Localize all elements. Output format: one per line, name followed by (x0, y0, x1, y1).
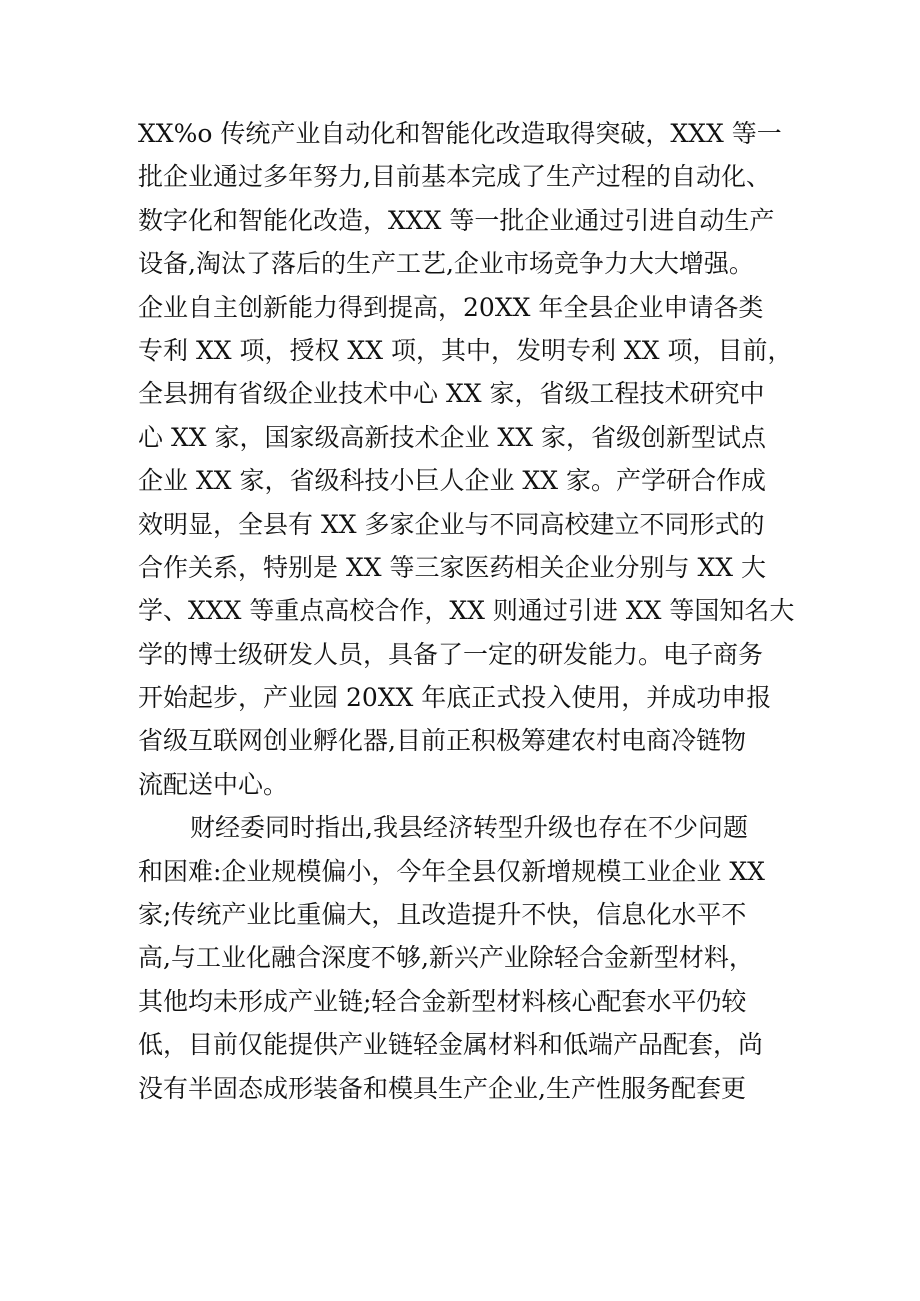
text-line: 全县拥有省级企业技术中心 XX 家，省级工程技术研究中 (138, 379, 765, 409)
text-line: 省级互联网创业孵化器,目前正积极筹建农村电商冷链物 (138, 726, 746, 756)
text-line: 财经委同时指出,我县经济转型升级也存在不少问题 (190, 813, 748, 843)
text-line: 数字化和智能化改造，XXX 等一批企业通过引进自动生产 (138, 205, 775, 235)
body-text (138, 112, 798, 1110)
text-line: 高,与工业化融合深度不够,新兴产业除轻合金新型材料， (138, 943, 754, 973)
text-line: 专利 XX 项，授权 XX 项，其中，发明专利 XX 项，目前， (138, 335, 793, 365)
text-line: 和困难:企业规模偏小，今年全县仅新增规模工业企业 XX (138, 856, 765, 886)
text-line: 学的博士级研发人员，具备了一定的研发能力。电子商务 (138, 639, 764, 669)
text-line: 心 XX 家，国家级高新技术企业 XX 家，省级创新型试点 (138, 422, 766, 452)
text-line: 家;传统产业比重偏大，且改造提升不快，信息化水平不 (138, 900, 747, 930)
paragraph (138, 806, 798, 1110)
text-line: XX%o 传统产业自动化和智能化改造取得突破，XXX 等一 (138, 119, 782, 148)
text-line: 开始起步，产业园 20XX 年底正式投入使用，并成功申报 (138, 683, 772, 713)
text-line: 学、XXX 等重点高校合作，XX 则通过引进 XX 等国知名大 (138, 596, 795, 626)
text-line: 流配送中心。 (138, 769, 289, 799)
text-line: 其他均未形成产业链;轻合金新型材料核心配套水平仍较 (138, 986, 747, 1016)
text-line: 合作关系，特别是 XX 等三家医药相关企业分别与 XX 大 (138, 552, 766, 582)
text-line: 设备,淘汰了落后的生产工艺,企业市场竞争力大大增强。 (138, 249, 754, 279)
text-line: 效明显，全县有 XX 多家企业与不同高校建立不同形式的 (138, 509, 765, 539)
text-line: 企业自主创新能力得到提高，20XX 年全县企业申请各类 (138, 292, 764, 322)
text-line: 企业 XX 家，省级科技小巨人企业 XX 家。产学研合作成 (138, 466, 766, 496)
text-line: 批企业通过多年努力,目前基本完成了生产过程的自动化、 (138, 162, 771, 192)
text-line: 没有半固态成形装备和模具生产企业,生产性服务配套更 (138, 1073, 746, 1103)
text-line: 低，目前仅能提供产业链轻金属材料和低端产品配套，尚 (138, 1030, 764, 1060)
paragraph (138, 112, 798, 806)
